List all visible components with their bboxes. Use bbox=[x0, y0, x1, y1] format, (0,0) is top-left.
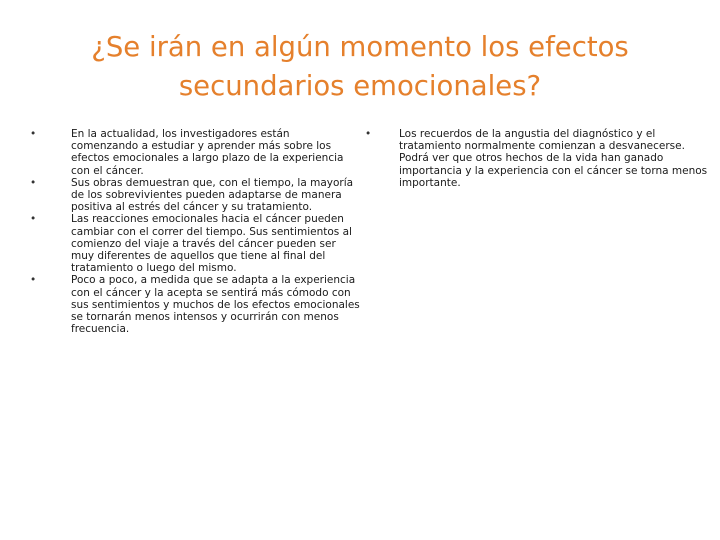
list-item-text: Las reacciones emocionales hacia el cáncer pueden cambiar con el correr del tiempo. Sus sentimientos al comienzo del viaje a través del cáncer pueden ser muy diferentes de aquellos que tiene al final del tratamiento o luego del mismo. bbox=[71, 213, 352, 275]
bullet-icon: • bbox=[365, 128, 372, 140]
bullet-icon: • bbox=[30, 176, 37, 189]
list-item bbox=[30, 128, 360, 177]
list-item-text: Los recuerdos de la angustia del diagnóstico y el tratamiento normalmente comienzan a desvanecerse. Podrá ver que otros hechos de la vida han ganado importancia y la experiencia con el cáncer se torna menos importante. bbox=[399, 128, 708, 189]
bullet-icon: • bbox=[30, 274, 37, 287]
bullet-icon: • bbox=[30, 128, 37, 140]
list-item bbox=[30, 213, 360, 274]
list-item bbox=[30, 274, 360, 335]
list-item-text: Poco a poco, a medida que se adapta a la experiencia con el cáncer y la acepta se sentirá más cómodo con sus sentimientos y muchos de los efectos emocionales se tornarán menos intensos y ocurrirán con menos frecuencia. bbox=[71, 274, 360, 336]
list-item-text: Sus obras demuestran que, con el tiempo, la mayoría de los sobrevivientes pueden adaptarse de manera positiva al estrés del cáncer y su tratamiento. bbox=[71, 176, 354, 214]
left-bullet-list bbox=[30, 128, 360, 335]
right-bullet-list bbox=[365, 128, 715, 189]
list-item bbox=[30, 177, 360, 214]
bullet-icon: • bbox=[30, 213, 37, 226]
list-item bbox=[365, 128, 715, 189]
list-item-text: En la actualidad, los investigadores están comenzando a estudiar y aprender más sobre los efectos emocionales a largo plazo de la experiencia con el cáncer. bbox=[71, 128, 344, 177]
slide-title: ¿Se irán en algún momento los efectos secundarios emocionales? bbox=[91, 31, 629, 102]
